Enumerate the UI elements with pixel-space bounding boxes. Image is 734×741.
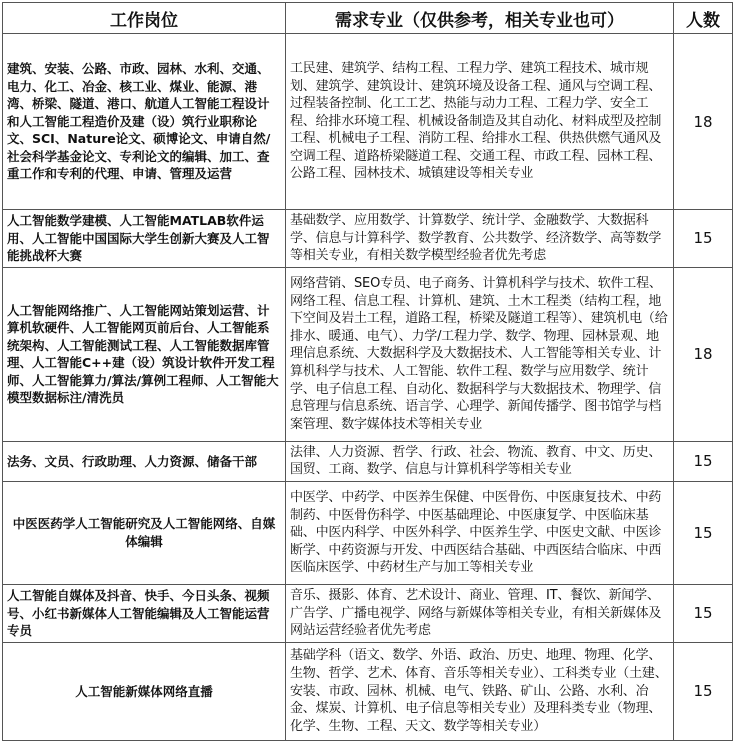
position-cell: 人工智能新媒体网络直播	[3, 642, 286, 740]
count-cell: 15	[674, 441, 733, 481]
major-cell: 工民建、建筑学、结构工程、工程力学、建筑工程技术、城市规划、建筑学、建筑设计、建筑环境及设备工程、通风与空调工程、过程装备控制、化工工艺、热能与动力工程、工程力学、安全工程、给排水环境工程、机械设备制造及其自动化、材料成型及控制工程、机械电子工程、消防工程、给排水工程、供热供燃气通风及空调工程、道路桥梁隧道工程、交通工程、市政工程、园林工程、公路工程、园林技术、城镇建设等相关专业	[286, 34, 674, 210]
major-cell: 基础学科（语文、数学、外语、政治、历史、地理、物理、化学、生物、哲学、艺术、体育、音乐等相关专业）、工科类专业（土建、安装、市政、园林、机械、电气、铁路、矿山、公路、水利、冶金、煤炭、计算机、电子信息等相关专业）及理科类专业（物理、化学、生物、工程、天文、数学等相关专业）	[286, 642, 674, 740]
table-row	[3, 584, 733, 642]
position-cell: 中医医药学人工智能研究及人工智能网络、自媒体编辑	[3, 481, 286, 584]
header-position: 工作岗位	[3, 3, 286, 34]
count-cell: 18	[674, 34, 733, 210]
position-cell: 人工智能自媒体及抖音、快手、今日头条、视频号、小红书新媒体人工智能编辑及人工智能运营专员	[3, 584, 286, 642]
count-cell: 15	[674, 584, 733, 642]
major-cell: 法律、人力资源、哲学、行政、社会、物流、教育、中文、历史、国贸、工商、数学、信息与计算机科学等相关专业	[286, 441, 674, 481]
table-row	[3, 642, 733, 740]
header-row	[3, 3, 733, 34]
major-cell: 音乐、摄影、体育、艺术设计、商业、管理、IT、餐饮、新闻学、广告学、广播电视学、网络与新媒体等相关专业，有相关新媒体及网站运营经验者优先考虑	[286, 584, 674, 642]
count-cell: 18	[674, 267, 733, 441]
count-cell: 15	[674, 642, 733, 740]
table-row	[3, 267, 733, 441]
position-cell: 人工智能网络推广、人工智能网站策划运营、计算机软硬件、人工智能网页前后台、人工智能系统架构、人工智能测试工程、人工智能数据库管理、人工智能C++建（设）筑设计软件开发工程师、人工智能算力/算法/算例工程师、人工智能大模型数据标注/清洗员	[3, 267, 286, 441]
major-cell: 网络营销、SEO专员、电子商务、计算机科学与技术、软件工程、网络工程、信息工程、计算机、建筑、土木工程类（结构工程，地下空间及岩土工程，道路工程，桥梁及隧道工程等）、建筑机电（给排水、暖通、电气）、力学/工程力学、数学、物理、园林景观、地理信息系统、大数据科学及大数据技术、人工智能等相关专业、计算机科学与技术、人工智能、软件工程、数学与应用数学、统计学、电子信息工程、自动化、数据科学与大数据技术、物理学、信息管理与信息系统、语言学、心理学、新闻传播学、图书馆学与档案管理、数字媒体技术等相关专业	[286, 267, 674, 441]
table-row	[3, 210, 733, 268]
major-cell: 基础数学、应用数学、计算数学、统计学、金融数学、大数据科学、信息与计算科学、数学教育、公共数学、经济数学、高等数学等相关专业，有相关数学模型经验者优先考虑	[286, 210, 674, 268]
table-row	[3, 34, 733, 210]
position-cell: 建筑、安装、公路、市政、园林、水利、交通、电力、化工、冶金、核工业、煤业、能源、港湾、桥梁、隧道、港口、航道人工智能工程设计和人工智能工程造价及建（设）筑行业职称论文、SCI、Nature论文、硕博论文、申请自然/社会科学基金论文、专利论文的编辑、加工、查重工作和专利的代理、申请、管理及运营	[3, 34, 286, 210]
major-cell: 中医学、中药学、中医养生保健、中医骨伤、中医康复技术、中药制药、中医骨伤科学、中医基础理论、中医康复学、中医临床基础、中医内科学、中医外科学、中医养生学、中医史文献、中医诊断学、中药资源与开发、中西医结合基础、中西医结合临床、中西医临床医学、中药材生产与加工等相关专业	[286, 481, 674, 584]
table-row	[3, 481, 733, 584]
position-cell: 法务、文员、行政助理、人力资源、储备干部	[3, 441, 286, 481]
header-count: 人数	[674, 3, 733, 34]
position-cell: 人工智能数学建模、人工智能MATLAB软件运用、人工智能中国国际大学生创新大赛及人工智能挑战杯大赛	[3, 210, 286, 268]
count-cell: 15	[674, 481, 733, 584]
header-major: 需求专业（仅供参考，相关专业也可）	[286, 3, 674, 34]
recruitment-table	[2, 2, 733, 741]
count-cell: 15	[674, 210, 733, 268]
table-row	[3, 441, 733, 481]
